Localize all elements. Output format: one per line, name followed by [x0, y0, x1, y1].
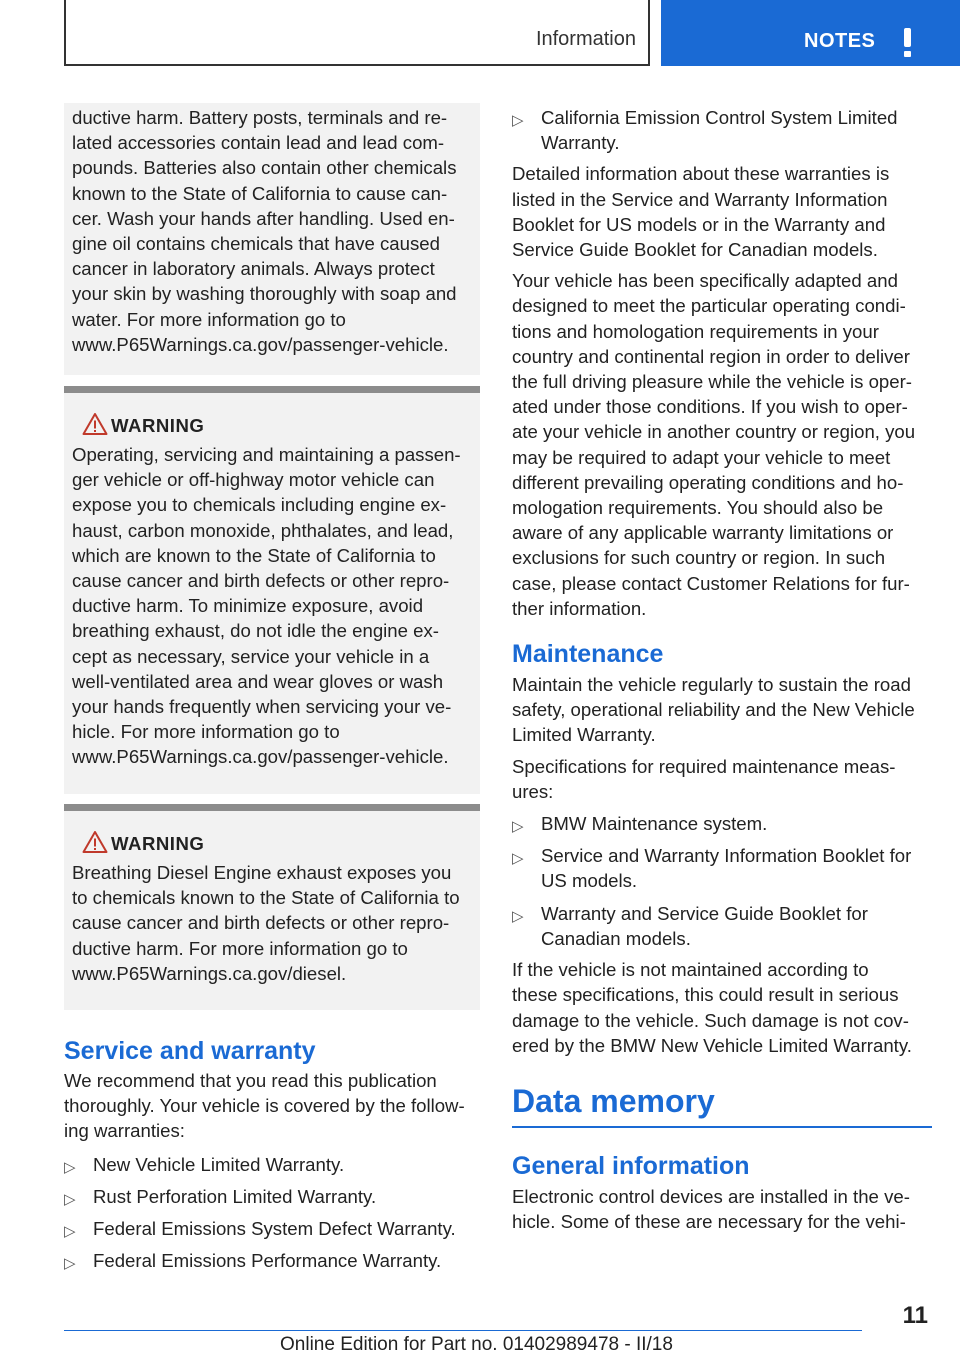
text-line: ing warranties:	[64, 1120, 185, 1142]
bullet-triangle-icon: ▷	[512, 112, 524, 129]
text-line: water. For more information go to	[72, 308, 346, 330]
warning-header	[72, 412, 472, 438]
text-line: hicle. For more information go to	[72, 721, 340, 743]
service-section	[64, 1036, 480, 1273]
list-item: ▷ Service and Warranty Information Booklet for US models.	[512, 845, 912, 892]
text-line: damage to the vehicle. Such damage is not cov-	[512, 1009, 909, 1031]
paragraph	[512, 161, 932, 262]
page-number: 11	[902, 1302, 928, 1329]
paragraph	[512, 268, 932, 621]
warning-box-continued	[64, 103, 480, 375]
text-line: Detailed information about these warranties is	[512, 163, 890, 185]
text-line: pounds. Batteries also contain other chemicals	[72, 157, 457, 179]
warning-box-diesel	[64, 804, 480, 1010]
warning-box-bar	[64, 386, 480, 393]
warning-text	[72, 860, 472, 986]
bullet-triangle-icon: ▷	[64, 1158, 76, 1176]
bullet-triangle-icon: ▷	[64, 1223, 76, 1241]
bullet-triangle-icon: ▷	[512, 850, 524, 868]
paragraph	[64, 1068, 480, 1144]
paragraph	[512, 672, 932, 748]
text-line: ductive harm. Battery posts, terminals and re-	[72, 107, 448, 128]
heading-rule	[512, 1126, 932, 1128]
text-line: well-ventilated area and wear gloves or wash	[72, 670, 444, 692]
warning-triangle-icon	[82, 830, 108, 854]
text-line: Limited Warranty.	[512, 724, 656, 746]
text-line: mologation requirements. You should also be	[512, 497, 884, 519]
text-line: these specifications, this could result in serious	[512, 984, 899, 1006]
text-line: case, please contact Customer Relations for fur-	[512, 572, 910, 594]
chapter-heading: Data memory	[512, 1082, 715, 1119]
paragraph	[512, 1184, 932, 1234]
text-line: ductive harm. For more information go to	[72, 937, 408, 959]
footer-edition: Online Edition for Part no. 01402989478 - II/18	[280, 1334, 673, 1355]
text-line: lated accessories contain lead and lead com-	[72, 132, 445, 154]
text-line: Booklet for US models or in the Warranty and	[512, 213, 886, 235]
text-line: ductive harm. To minimize exposure, avoid	[72, 595, 424, 617]
list-item: ▷ Warranty and Service Guide Booklet for Canadian models.	[512, 902, 868, 949]
text-line: ate your vehicle in another country or region, you	[512, 421, 916, 443]
bullet-triangle-icon: ▷	[64, 1255, 76, 1273]
text-line: country and continental region in order to deliver	[512, 345, 910, 367]
text-line: safety, operational reliability and the New Vehicle	[512, 699, 915, 721]
text-line: listed in the Service and Warranty Information	[512, 188, 888, 210]
text-line: cause cancer and birth defects or other repro-	[72, 570, 450, 592]
warning-box-continued-text	[72, 105, 472, 357]
text-line: tions and homologation requirements in your	[512, 320, 879, 342]
text-line: ures:	[512, 780, 554, 802]
chapter-title: NOTES	[804, 30, 876, 52]
header-left-frame	[64, 0, 650, 66]
text-line: breathing exhaust, do not idle the engine ex-	[72, 620, 439, 642]
text-line: Specifications for required maintenance meas-	[512, 755, 896, 777]
text-line: We recommend that you read this publication	[64, 1070, 437, 1091]
warning-triangle-icon	[82, 412, 108, 436]
footer-rule	[64, 1330, 862, 1331]
text-line: may be required to adapt your vehicle to meet	[512, 446, 891, 468]
bullet-triangle-icon: ▷	[512, 907, 524, 925]
text-line: the full driving pleasure while the vehicle is oper-	[512, 371, 912, 393]
text-line: cause cancer and birth defects or other repro-	[72, 912, 450, 934]
section-heading: Maintenance	[512, 640, 664, 669]
text-line: different prevailing operating conditions and ho-	[512, 471, 904, 493]
text-line: expose you to chemicals including engine ex-	[72, 494, 447, 516]
bullet-triangle-icon: ▷	[64, 1190, 76, 1208]
exclamation-icon-dot	[904, 51, 911, 57]
warning-label: WARNING	[111, 415, 205, 436]
text-line: aware of any applicable warranty limitations or	[512, 522, 894, 544]
list-item: ▷ Rust Perforation Limited Warranty.	[64, 1184, 480, 1209]
text-line: Electronic control devices are installed in the ve-	[512, 1185, 910, 1207]
warning-header	[72, 830, 472, 856]
text-line: exclusions for such country or region. In such	[512, 547, 886, 569]
text-line: www.P65Warnings.ca.gov/passenger-vehicle.	[72, 746, 449, 768]
text-line: known to the State of California to cause can-	[72, 182, 448, 204]
text-line: If the vehicle is not maintained according to	[512, 959, 869, 981]
text-line: cancer in laboratory animals. Always protect	[72, 258, 435, 280]
list-item: ▷ Federal Emissions System Defect Warranty.	[64, 1216, 480, 1241]
paragraph	[512, 754, 932, 804]
text-line: gine oil contains chemicals that have caused	[72, 233, 440, 255]
section-heading: Service and warranty	[64, 1037, 316, 1065]
text-line: ered by the BMW New Vehicle Limited Warranty.	[512, 1034, 912, 1056]
section-heading: General information	[512, 1151, 750, 1180]
text-line: ated under those conditions. If you wish to oper-	[512, 396, 908, 418]
text-line: Service Guide Booklet for Canadian models.	[512, 239, 878, 261]
list-item: ▷ BMW Maintenance system.	[512, 811, 932, 836]
header-chapter-tab	[661, 0, 960, 66]
warning-label: WARNING	[111, 833, 205, 854]
text-line: designed to meet the particular operating condi-	[512, 295, 906, 317]
right-column-flow	[512, 105, 932, 1234]
text-line: cept as necessary, service your vehicle in a	[72, 645, 430, 667]
list-item: ▷ California Emission Control System Limited Warranty.	[512, 107, 898, 154]
section-title: Information	[535, 28, 636, 50]
paragraph	[512, 957, 932, 1058]
text-line: www.P65Warnings.ca.gov/passenger-vehicle.	[72, 333, 449, 355]
text-line: www.P65Warnings.ca.gov/diesel.	[72, 962, 347, 984]
text-line: Your vehicle has been specifically adapted and	[512, 270, 898, 292]
text-line: Maintain the vehicle regularly to sustain the road	[512, 674, 911, 696]
text-line: your hands frequently when servicing your ve-	[72, 696, 452, 718]
text-line: to chemicals known to the State of California to	[72, 887, 460, 909]
text-line: ger vehicle or off-highway motor vehicle can	[72, 469, 435, 491]
text-line: thoroughly. Your vehicle is covered by the follow-	[64, 1095, 465, 1117]
text-line: ther information.	[512, 597, 647, 619]
warning-text	[72, 442, 472, 770]
list-item: ▷ Federal Emissions Performance Warranty.	[64, 1248, 480, 1273]
bullet-triangle-icon: ▷	[512, 818, 524, 836]
text-line: Breathing Diesel Engine exhaust exposes you	[72, 862, 452, 883]
warning-box-emissions	[64, 386, 480, 794]
list-item: ▷ New Vehicle Limited Warranty.	[64, 1152, 480, 1177]
text-line: cer. Wash your hands after handling. Used en-	[72, 207, 455, 229]
exclamation-icon	[904, 28, 911, 47]
warning-box-bar	[64, 804, 480, 811]
text-line: your skin by washing thoroughly with soap and	[72, 283, 457, 305]
text-line: hicle. Some of these are necessary for the vehi-	[512, 1211, 906, 1233]
text-line: Operating, servicing and maintaining a passen-	[72, 444, 461, 465]
text-line: which are known to the State of California to	[72, 544, 436, 566]
text-line: haust, carbon monoxide, phthalates, and lead,	[72, 519, 454, 541]
